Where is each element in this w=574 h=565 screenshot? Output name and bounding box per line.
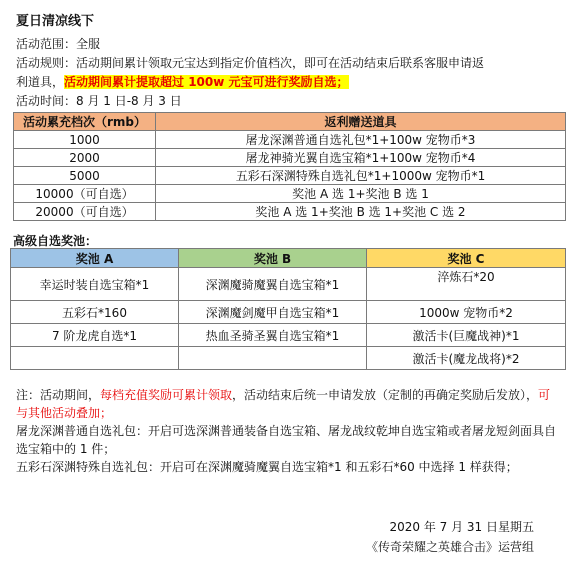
tier-cell: 10000（可自选）	[14, 185, 156, 203]
rule-highlight: 活动期间累计提取超过 100w 元宝可进行奖励自选；	[64, 75, 349, 89]
table-row	[14, 167, 566, 185]
prize-pool-table	[10, 248, 566, 370]
tier-cell: 5000	[14, 167, 156, 185]
note-1	[16, 386, 556, 422]
rule-prefix: 利道具，	[16, 75, 65, 89]
table-row	[11, 268, 566, 301]
signature-org: 《传奇荣耀之英雄合击》运营组	[365, 540, 534, 554]
header-reward: 返利赠送道具	[156, 113, 566, 131]
reward-cell: 屠龙深渊普通自选礼包*1+100w 宠物币*3	[156, 131, 566, 149]
note-1-red-2: 可与其他活动叠加；	[16, 388, 551, 420]
pool-header-row	[11, 249, 566, 268]
pool-a-cell	[11, 347, 179, 370]
pool-c-cell: 淬炼石*20	[367, 268, 566, 301]
table-row	[14, 131, 566, 149]
note-2: 屠龙深渊普通自选礼包：开启可选深渊普通装备自选宝箱、屠龙战纹乾坤自选宝箱或者屠龙短剑面具自选宝箱中的 1 件；	[16, 424, 557, 456]
notes-block	[16, 386, 556, 476]
header-tier: 活动累充档次（rmb）	[14, 113, 156, 131]
pool-a-cell: 7 阶龙虎自选*1	[11, 324, 179, 347]
pool-c-cell: 激活卡(巨魔战神)*1	[367, 324, 566, 347]
activity-time: 活动时间：8 月 1 日-8 月 3 日	[16, 94, 182, 108]
pool-b-cell: 热血圣骑圣翼自选宝箱*1	[179, 324, 367, 347]
signature-date: 2020 年 7 月 31 日星期五	[389, 520, 534, 534]
table-row	[14, 185, 566, 203]
tier-cell: 20000（可自选）	[14, 203, 156, 221]
note-1-text: 注：活动期间，	[16, 388, 101, 402]
page-title: 夏日清凉线下	[16, 14, 95, 29]
pool-c-cell: 激活卡(魔龙战将)*2	[367, 347, 566, 370]
table-row	[14, 149, 566, 167]
table-row	[11, 324, 566, 347]
pool-b-cell	[179, 347, 367, 370]
activity-rule-line1: 活动规则：活动期间累计领取元宝达到指定价值档次，即可在活动结束后联系客服申请返	[16, 56, 485, 70]
tier-cell: 2000	[14, 149, 156, 167]
note-3: 五彩石深渊特殊自选礼包：开启可在深渊魔骑魔翼自选宝箱*1 和五彩石*60 中选择 1 样获得；	[16, 460, 518, 474]
pool-a-cell: 五彩石*160	[11, 301, 179, 324]
reward-cell: 奖池 A 选 1+奖池 B 选 1+奖池 C 选 2	[156, 203, 566, 221]
header-pool-b: 奖池 B	[179, 249, 367, 268]
reward-cell: 五彩石深渊特殊自选礼包*1+1000w 宠物币*1	[156, 167, 566, 185]
pool-b-cell: 深渊魔骑魔翼自选宝箱*1	[179, 268, 367, 301]
table-row	[11, 347, 566, 370]
reward-cell: 屠龙神骑光翼自选宝箱*1+100w 宠物币*4	[156, 149, 566, 167]
tier-cell: 1000	[14, 131, 156, 149]
table-row	[11, 301, 566, 324]
table-row	[14, 203, 566, 221]
note-1-red: 每档充值奖励可累计领取	[100, 388, 233, 402]
note-1-text-b: ，活动结束后统一申请发放（定制的再确定奖励后发放），	[232, 388, 539, 402]
pool-c-cell: 1000w 宠物币*2	[367, 301, 566, 324]
header-pool-a: 奖池 A	[11, 249, 179, 268]
pool-b-cell: 深渊魔剑魔甲自选宝箱*1	[179, 301, 367, 324]
section-title-pools: 高级自选奖池：	[13, 234, 98, 248]
activity-scope: 活动范围：全服	[16, 37, 101, 51]
reward-cell: 奖池 A 选 1+奖池 B 选 1	[156, 185, 566, 203]
table-header-row	[14, 113, 566, 131]
header-pool-c: 奖池 C	[367, 249, 566, 268]
rebate-table	[13, 112, 566, 221]
pool-a-cell: 幸运时装自选宝箱*1	[11, 268, 179, 301]
activity-rule-line2	[16, 74, 349, 90]
